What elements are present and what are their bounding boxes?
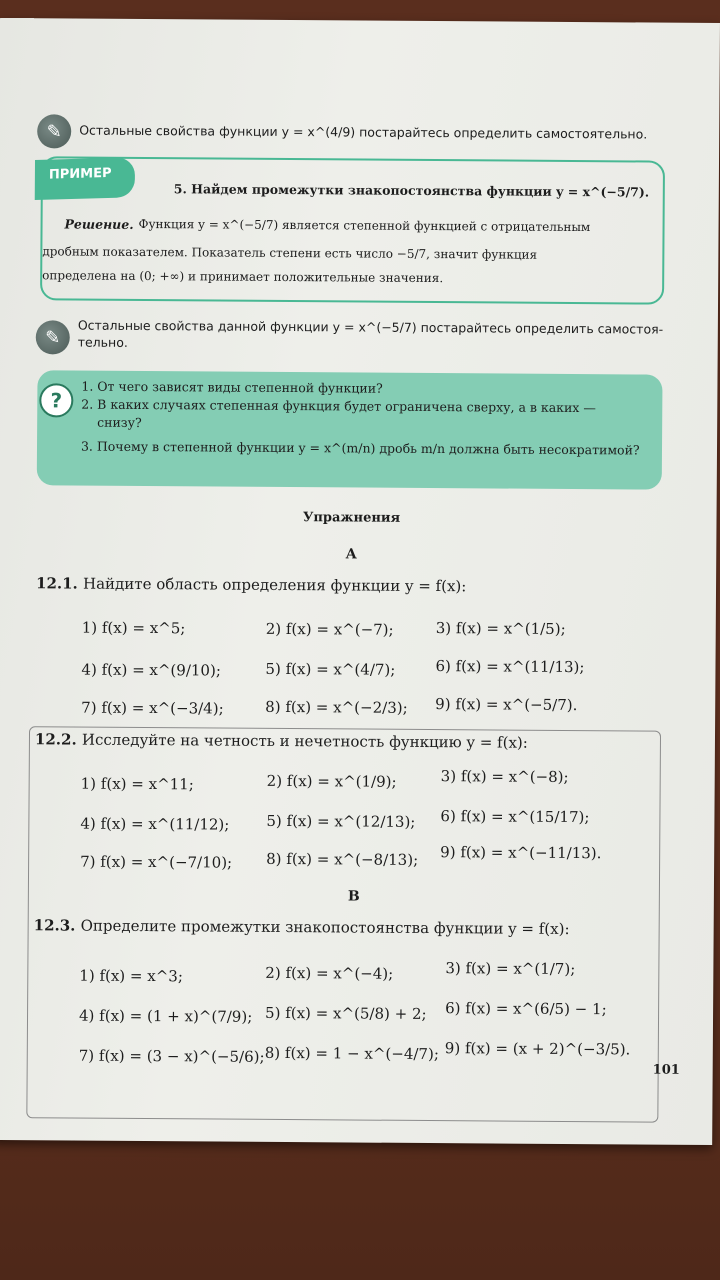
exercise-item: 9) f(x) = (x + 2)^(−3/5). [444,1039,631,1059]
exercise-item: 1) f(x) = x^3; [79,966,183,986]
exercise-item: 7) f(x) = x^(−7/10); [80,852,233,872]
exercise-number: 12.1. [35,574,78,593]
exercise-item: 3) f(x) = x^(−8); [440,767,569,786]
example-title: 5. Найдем промежутки знакопостоянства функции y = x^(−5/7). [173,181,650,200]
exercise-12-1-title [36,574,466,595]
exercise-number: 12.2. [34,730,77,749]
exercise-item: 4) f(x) = (1 + x)^(7/9); [78,1006,253,1026]
exercise-item: 9) f(x) = x^(−5/7). [435,695,578,715]
exercise-item: 5) f(x) = x^(12/13); [266,811,416,831]
question-3: 3. Почему в степенной функции y = x^(m/n) дробь m/n должна быть несократимой? [80,438,640,458]
question-2-cont: снизу? [97,414,142,430]
exercise-item: 6) f(x) = x^(6/5) − 1; [445,999,607,1019]
exercise-item: 8) f(x) = x^(−8/13); [266,849,419,869]
note-top: Остальные свойства функции y = x^(4/9) постарайтесь определить самостоятельно. [79,122,648,142]
solution-label: Решение. [64,216,134,232]
pencil-note-icon: ✎ [36,320,70,354]
level-b: В [347,888,360,905]
exercise-item: 2) f(x) = x^(1/9); [266,771,397,791]
solution-line-2: дробным показателем. Показатель степени есть число −5/7, значит функция [42,244,538,262]
exercise-item: 2) f(x) = x^(−4); [265,963,394,983]
exercise-item: 2) f(x) = x^(−7); [265,619,394,639]
exercise-12-3-title [34,916,570,938]
exercise-item: 3) f(x) = x^(1/7); [445,959,576,979]
exercise-item: 8) f(x) = 1 − x^(−4/7); [264,1043,439,1064]
solution-line-1: Функция y = x^(−5/7) является степенной функцией с отрицательным [138,216,591,235]
question-1: 1. От чего зависят виды степенной функции? [81,378,383,396]
exercise-item: 7) f(x) = (3 − x)^(−5/6); [78,1046,265,1066]
textbook-page [0,18,720,1145]
exercise-item: 5) f(x) = x^(4/7); [265,659,396,679]
exercise-12-2-title [35,730,528,751]
exercise-item: 6) f(x) = x^(15/17); [440,807,590,827]
exercise-text: Определите промежутки знакопостоянства функции y = f(x): [80,916,570,938]
exercise-item: 4) f(x) = x^(11/12); [80,814,230,834]
note-line-1: Остальные свойства данной функции y = x^(−5/7) постарайтесь определить самостоя- [77,317,664,337]
note-line-2: тельно. [77,334,128,350]
exercise-item: 3) f(x) = x^(1/5); [435,619,566,638]
exercise-item: 6) f(x) = x^(11/13); [435,657,585,677]
exercise-item: 1) f(x) = x^11; [80,774,194,794]
exercise-item: 8) f(x) = x^(−2/3); [265,697,408,717]
exercise-number: 12.3. [33,916,76,935]
solution-line-3: определена на (0; +∞) и принимает положительные значения. [42,268,444,286]
page-number: 101 [652,1062,680,1078]
level-a: А [345,546,358,563]
exercise-item: 7) f(x) = x^(−3/4); [81,698,224,718]
question-mark-icon: ? [39,383,73,417]
question-2: 2. В каких случаях степенная функция будет ограничена сверху, а в каких — [81,396,596,416]
section-title: Упражнения [302,510,401,526]
exercise-item: 5) f(x) = x^(5/8) + 2; [264,1003,427,1024]
example-tag: ПРИМЕР [35,157,135,200]
exercise-item: 1) f(x) = x^5; [81,618,186,638]
exercise-item: 9) f(x) = x^(−11/13). [440,843,602,863]
exercise-text: Найдите область определения функции y = f(x): [82,574,467,596]
exercise-item: 4) f(x) = x^(9/10); [81,660,221,680]
exercise-text: Исследуйте на четность и нечетность функцию y = f(x): [81,730,528,752]
note-properties [78,317,668,355]
pencil-note-icon: ✎ [37,114,71,148]
